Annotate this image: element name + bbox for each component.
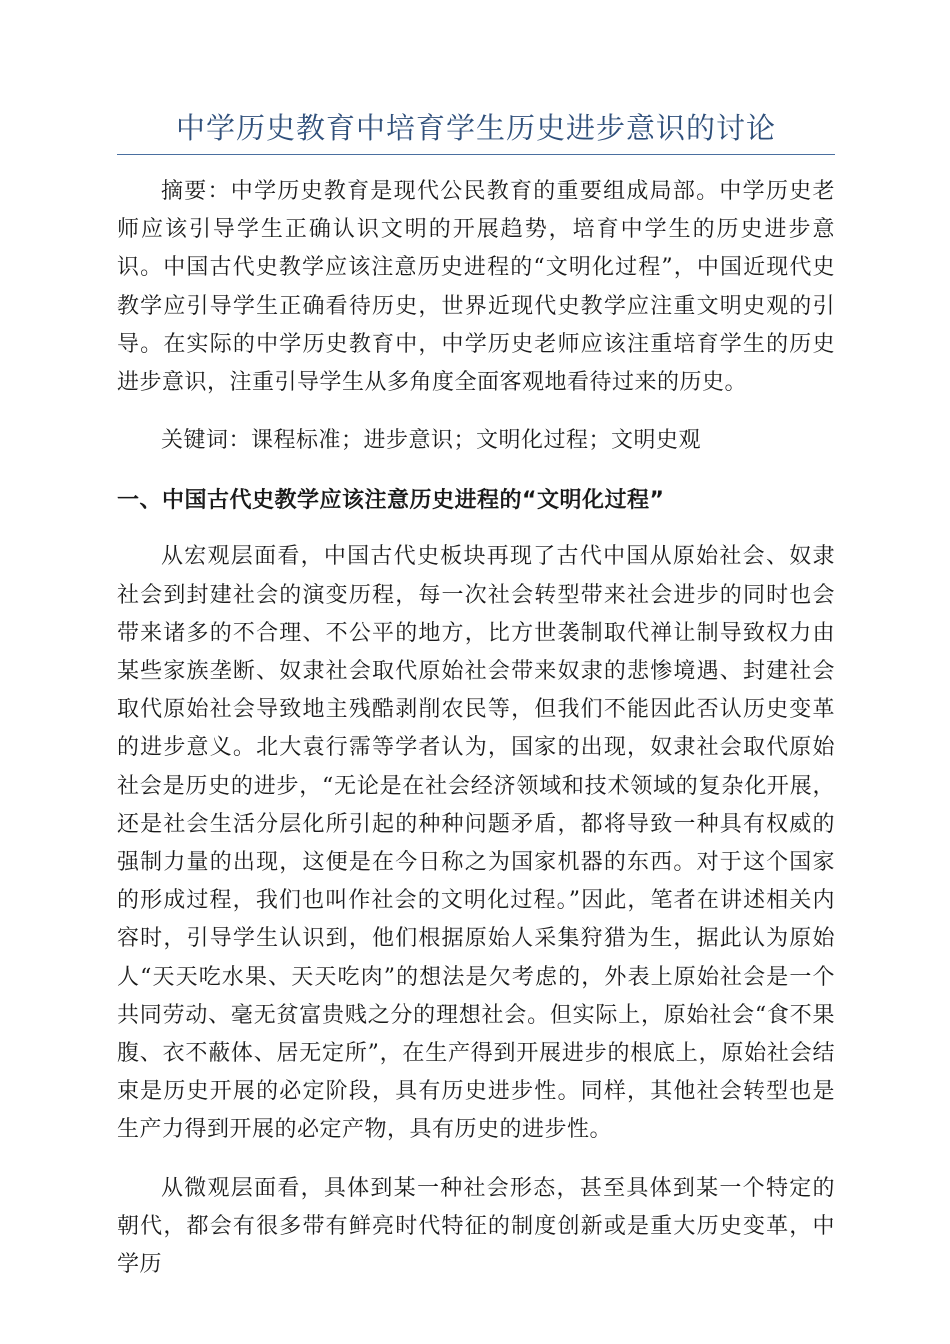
abstract-paragraph: 摘要：中学历史教育是现代公民教育的重要组成局部。中学历史老师应该引导学生正确认识文明的开展趋势，培育中学生的历史进步意识。中国古代史教学应该注意历史进程的“文明化过程”，中国近现代史教学应引导学生正确看待历史，世界近现代史教学应注重文明史观的引导。在实际的中学历史教育中，中学历史老师应该注重培育学生的历史进步意识，注重引导学生从多角度全面客观地看待过来的历史。 xyxy=(117,179,835,396)
document-title: 中学历史教育中培育学生历史进步意识的讨论 xyxy=(117,108,835,155)
keywords-line: 关键词：课程标准；进步意识；文明化过程；文明史观 xyxy=(161,428,702,454)
body-paragraph-1: 从宏观层面看，中国古代史板块再现了古代中国从原始社会、奴隶社会到封建社会的演变历程，每一次社会转型带来社会进步的同时也会带来诸多的不合理、不公平的地方，比方世袭制取代禅让制导致权力由某些家族垄断、奴隶社会取代原始社会带来奴隶的悲惨境遇、封建社会取代原始社会导致地主残酷剥削农民等，但我们不能因此否认历史变革的进步意义。北大袁行霈等学者认为，国家的出现，奴隶社会取代原始社会是历史的进步，“无论是在社会经济领域和技术领域的复杂化开展，还是社会生活分层化所引起的种种问题矛盾，都将导致一种具有权威的强制力量的出现，这便是在今日称之为国家机器的东西。对于这个国家的形成过程，我们也叫作社会的文明化过程。”因此，笔者在讲述相关内容时，引导学生认识到，他们根据原始人采集狩猎为生，据此认为原始人“天天吃水果、天天吃肉”的想法是欠考虑的，外表上原始社会是一个共同劳动、毫无贫富贵贱之分的理想社会。但实际上，原始社会“食不果腹、衣不蔽体、居无定所”，在生产得到开展进步的根底上，原始社会结束是历史开展的必定阶段，具有历史进步性。同样，其他社会转型也是生产力得到开展的必定产物，具有历史的进步性。 xyxy=(117,544,835,1143)
section-heading: 一、中国古代史教学应该注意历史进程的“文明化过程” xyxy=(117,488,665,514)
body-paragraph-2: 从微观层面看，具体到某一种社会形态，甚至具体到某一个特定的朝代，都会有很多带有鲜亮时代特征的制度创新或是重大历史变革，中学历 xyxy=(117,1175,835,1278)
document-page xyxy=(117,108,835,1284)
